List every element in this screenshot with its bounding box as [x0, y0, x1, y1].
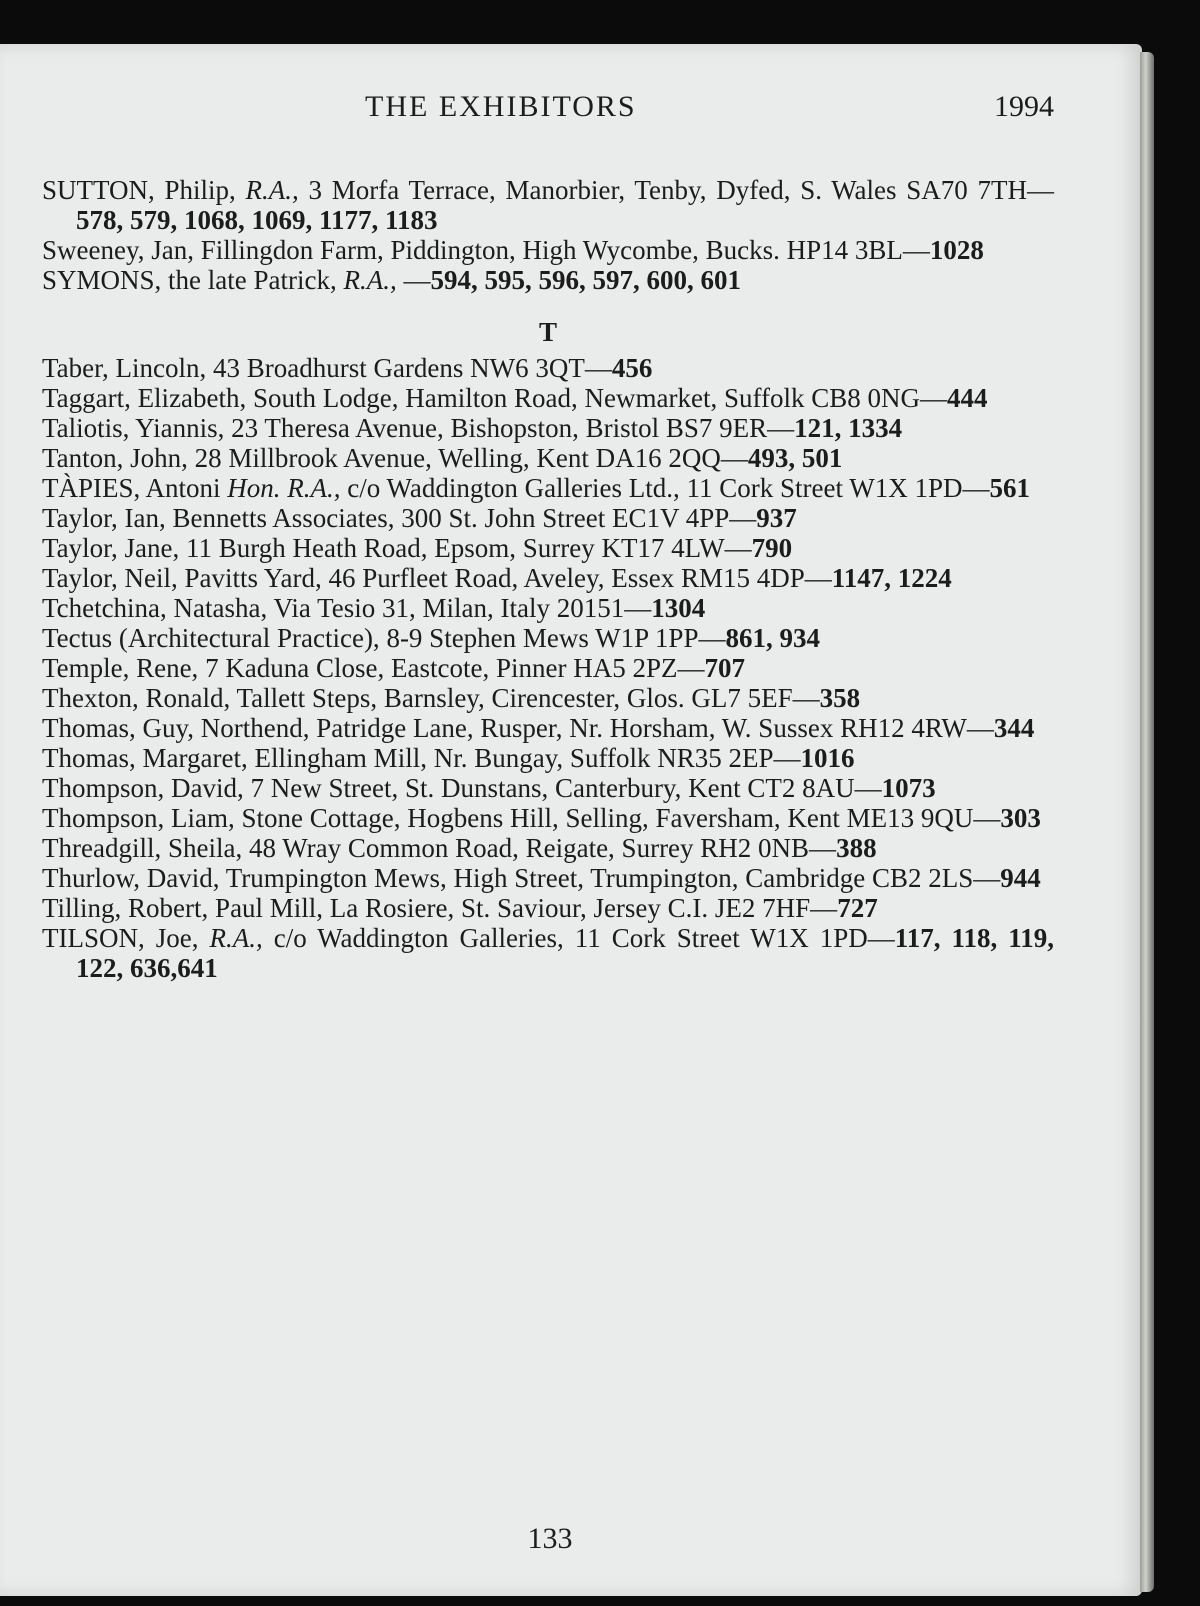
catalogue-numbers: 1147, 1224 — [831, 563, 952, 593]
exhibitor-name: Tilling, Robert, — [42, 893, 216, 923]
catalogue-numbers: 594, 595, 596, 597, 600, 601 — [430, 265, 741, 295]
exhibitor-entry — [42, 383, 1054, 413]
catalogue-numbers: 303 — [1000, 803, 1041, 833]
exhibitor-entry — [42, 473, 1054, 503]
catalogue-numbers: 1016 — [800, 743, 855, 773]
exhibitor-name: Tchetchina, Natasha, — [42, 593, 274, 623]
exhibitor-address: 11 Burgh Heath Road, Epsom, Surrey KT17 4LW— — [185, 533, 752, 563]
exhibitor-address: 48 Wray Common Road, Reigate, Surrey RH2 0NB— — [248, 833, 837, 863]
page-edge — [1140, 52, 1154, 1592]
catalogue-numbers: 358 — [819, 683, 861, 713]
exhibitor-name: Thompson, Liam, — [42, 803, 242, 833]
exhibitor-address: Stone Cottage, Hogbens Hill, Selling, Faversham, Kent ME13 9QU— — [241, 803, 1001, 833]
exhibitor-entry — [42, 803, 1054, 833]
exhibitor-name: Thomas, Guy, — [42, 713, 201, 743]
exhibitor-entry — [42, 265, 1054, 295]
exhibitor-name: Thexton, Ronald, — [42, 683, 237, 713]
exhibitor-honour: Hon. R.A., — [227, 473, 341, 503]
entries-before-section — [42, 175, 1054, 295]
catalogue-numbers: 388 — [836, 833, 877, 863]
exhibitor-name: Threadgill, Sheila, — [42, 833, 249, 863]
catalogue-numbers: 1073 — [881, 773, 936, 803]
exhibitor-address: Tallett Steps, Barnsley, Cirencester, Glos. GL7 5EF— — [236, 683, 820, 713]
catalogue-numbers: 790 — [751, 533, 793, 563]
exhibitor-entry — [42, 563, 1054, 593]
exhibitor-address: South Lodge, Hamilton Road, Newmarket, Suffolk CB8 0NG— — [253, 383, 947, 413]
exhibitor-name: SYMONS, the late Patrick, — [42, 265, 344, 295]
exhibitor-name: Temple, Rene, — [42, 653, 206, 683]
exhibitor-entry — [42, 533, 1054, 563]
running-title: THE EXHIBITORS — [365, 90, 637, 123]
exhibitor-entry — [42, 623, 1054, 653]
exhibitor-entry — [42, 413, 1054, 443]
exhibitor-honour: R.A., — [245, 175, 299, 205]
catalogue-numbers: 493, 501 — [747, 443, 843, 473]
exhibitor-name: Taylor, Neil, — [42, 563, 185, 593]
exhibitor-entry — [42, 175, 1054, 235]
exhibitor-name: Taggart, Elizabeth, — [42, 383, 254, 413]
exhibitor-entry — [42, 353, 1054, 383]
exhibitor-address: Paul Mill, La Rosiere, St. Saviour, Jersey C.I. JE2 7HF— — [215, 893, 838, 923]
exhibitor-entry — [42, 683, 1054, 713]
exhibitor-name: Thompson, David, — [42, 773, 251, 803]
exhibitor-address: 28 Millbrook Avenue, Welling, Kent DA16 2QQ— — [194, 443, 748, 473]
catalogue-numbers: 944 — [1000, 863, 1041, 893]
year: 1994 — [994, 90, 1054, 123]
exhibitor-address: — — [396, 265, 431, 295]
exhibitor-address: Northend, Patridge Lane, Rusper, Nr. Horsham, W. Sussex RH12 4RW— — [200, 713, 994, 743]
catalogue-numbers: 578, 579, 1068, 1069, 1177, 1183 — [76, 205, 438, 235]
exhibitor-name: Sweeney, Jan, — [42, 235, 201, 265]
exhibitor-address: 8-9 Stephen Mews W1P 1PP— — [386, 623, 726, 653]
exhibitor-name: Taylor, Ian, — [42, 503, 173, 533]
catalogue-numbers: 1028 — [929, 235, 984, 265]
exhibitor-name: Taber, Lincoln, — [42, 353, 213, 383]
exhibitor-name: Tectus (Architectural Practice), — [42, 623, 387, 653]
exhibitor-entry — [42, 923, 1054, 983]
exhibitor-address: 7 New Street, St. Dunstans, Canterbury, Kent CT2 8AU— — [250, 773, 882, 803]
exhibitor-entry — [42, 743, 1054, 773]
exhibitor-entry — [42, 863, 1054, 893]
catalogue-numbers: 117, 118, 119, 122, 636,641 — [76, 923, 1054, 983]
exhibitor-entry — [42, 713, 1054, 743]
catalogue-numbers: 707 — [704, 653, 745, 683]
page-number: 133 — [527, 1522, 573, 1555]
exhibitor-entry — [42, 653, 1054, 683]
exhibitor-address: Ellingham Mill, Nr. Bungay, Suffolk NR35 2EP— — [254, 743, 801, 773]
exhibitor-address: c/o Waddington Galleries Ltd., 11 Cork Street W1X 1PD— — [340, 473, 990, 503]
exhibitor-entry — [42, 443, 1054, 473]
catalogue-numbers: 444 — [946, 383, 988, 413]
catalogue-numbers: 861, 934 — [725, 623, 820, 653]
catalogue-numbers: 937 — [756, 503, 797, 533]
exhibitor-name: Thomas, Margaret, — [42, 743, 255, 773]
catalogue-numbers: 561 — [989, 473, 1031, 503]
exhibitor-name: TILSON, Joe, — [42, 923, 210, 953]
exhibitor-address: 7 Kaduna Close, Eastcote, Pinner HA5 2PZ— — [205, 653, 705, 683]
running-header — [0, 90, 1142, 130]
exhibitor-entry — [42, 773, 1054, 803]
exhibitor-name: TÀPIES, Antoni — [42, 473, 228, 503]
exhibitor-name: Taliotis, Yiannis, — [42, 413, 232, 443]
catalogue-numbers: 727 — [837, 893, 878, 923]
exhibitor-address: Bennetts Associates, 300 St. John Street EC1V 4PP— — [172, 503, 757, 533]
exhibitor-name: SUTTON, Philip, — [42, 175, 246, 205]
exhibitor-entry — [42, 893, 1054, 923]
catalogue-numbers: 344 — [993, 713, 1035, 743]
exhibitor-address: Fillingdon Farm, Piddington, High Wycombe, Bucks. HP14 3BL— — [200, 235, 930, 265]
exhibitor-entry — [42, 503, 1054, 533]
exhibitor-address: Pavitts Yard, 46 Purfleet Road, Aveley, Essex RM15 4DP— — [184, 563, 832, 593]
exhibitor-address: 3 Morfa Terrace, Manorbier, Tenby, Dyfed, S. Wales SA70 7TH— — [298, 175, 1055, 205]
exhibitor-address: 23 Theresa Avenue, Bishopston, Bristol BS7 9ER— — [231, 413, 795, 443]
section-letter: T — [538, 317, 557, 347]
exhibitor-name: Tanton, John, — [42, 443, 195, 473]
catalogue-numbers: 456 — [611, 353, 653, 383]
exhibitor-address: Trumpington Mews, High Street, Trumpington, Cambridge CB2 2LS— — [225, 863, 1001, 893]
exhibitor-name: Taylor, Jane, — [42, 533, 186, 563]
exhibitor-address: c/o Waddington Galleries, 11 Cork Street W1X 1PD— — [262, 923, 895, 953]
exhibitor-honour: R.A., — [209, 923, 263, 953]
exhibitor-entry — [42, 235, 1054, 265]
catalogue-numbers: 1304 — [651, 593, 706, 623]
exhibitor-address: Via Tesio 31, Milan, Italy 20151— — [273, 593, 652, 623]
exhibitor-name: Thurlow, David, — [42, 863, 226, 893]
exhibitor-entry — [42, 833, 1054, 863]
entries-after-section — [42, 353, 1054, 983]
catalogue-numbers: 121, 1334 — [794, 413, 903, 443]
exhibitor-honour: R.A., — [343, 265, 397, 295]
exhibitor-address: 43 Broadhurst Gardens NW6 3QT— — [212, 353, 612, 383]
exhibitor-list — [42, 175, 1054, 983]
exhibitor-entry — [42, 593, 1054, 623]
